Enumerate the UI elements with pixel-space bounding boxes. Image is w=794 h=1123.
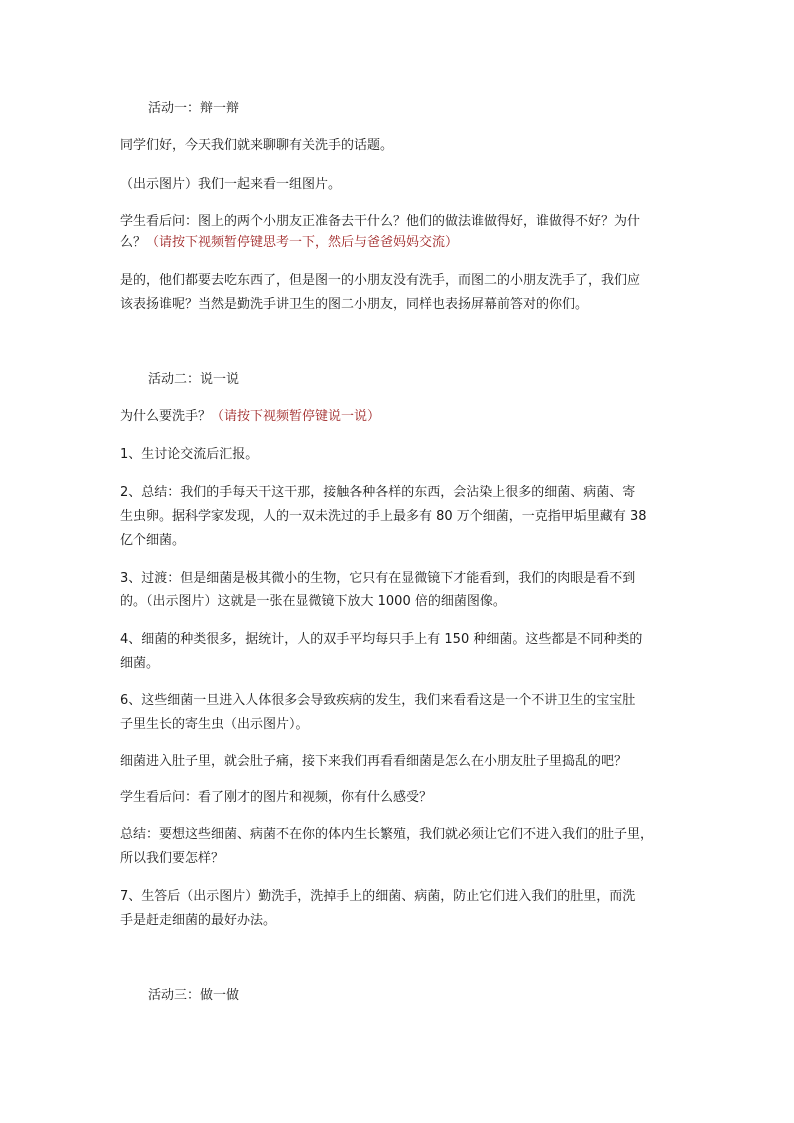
activity2-item-7-line2: 手是赶走细菌的最好办法。	[120, 913, 277, 928]
activity2-item-2-line1: 2、总结：我们的手每天干这干那，接触各种各样的东西，会沾染上很多的细菌、病菌、寄	[120, 485, 636, 500]
activity2-item-3-line2: 的。（出示图片）这就是一张在显微镜下放大 1000 倍的细菌图像。	[120, 594, 506, 609]
activity2-item-3-line1: 3、过渡：但是细菌是极其微小的生物，它只有在显微镜下才能看到，我们的肉眼是看不到	[120, 571, 636, 586]
activity2-item-6-line1: 6、这些细菌一旦进入人体很多会导致疾病的发生，我们来看看这是一个不讲卫生的宝宝肚	[120, 693, 636, 708]
activity1-heading: 活动一：辩一辩	[148, 101, 240, 116]
activity1-answer-line2: 该表扬谁呢？当然是勤洗手讲卫生的图二小朋友，同样也表扬屏幕前答对的你们。	[120, 297, 589, 312]
activity1-paragraph-show-pictures: （出示图片）我们一起来看一组图片。	[120, 177, 342, 192]
activity2-item-4-line1: 4、细菌的种类很多，据统计，人的双手平均每只手上有 150 种细菌。这些都是不同种类的	[120, 632, 643, 647]
activity2-summary-line2: 所以我们要怎样？	[120, 851, 225, 866]
activity2-item-6-line2: 子里生长的寄生虫（出示图片）。	[120, 717, 309, 732]
pause-instruction-1: （请按下视频暂停键思考一下，然后与爸爸妈妈交流）	[146, 235, 459, 250]
activity1-question-end: 么？	[120, 235, 147, 250]
activity1-answer-line1: 是的，他们都要去吃东西了，但是图一的小朋友没有洗手，而图二的小朋友洗手了，我们应	[120, 273, 641, 288]
activity2-item-2-line3: 亿个细菌。	[120, 533, 186, 548]
activity1-paragraph-greeting: 同学们好，今天我们就来聊聊有关洗手的话题。	[120, 138, 394, 153]
activity2-item-7-line1: 7、生答后（出示图片）勤洗手，洗掉手上的细菌、病菌，防止它们进入我们的肚里，而洗	[120, 889, 636, 904]
pause-instruction-2: （请按下视频暂停键说一说）	[211, 409, 381, 424]
activity2-paragraph-stomach: 细菌进入肚子里，就会肚子痛，接下来我们再看看细菌是怎么在小朋友肚子里捣乱的吧？	[120, 754, 628, 769]
activity2-paragraph-feelings: 学生看后问：看了刚才的图片和视频，你有什么感受？	[120, 790, 433, 805]
activity1-question-line1: 学生看后问：图上的两个小朋友正准备去干什么？他们的做法谁做得好，谁做得不好？为什	[120, 214, 641, 229]
activity2-heading: 活动二：说一说	[148, 372, 240, 387]
activity2-item-4-line2: 细菌。	[120, 656, 160, 671]
activity3-heading: 活动三：做一做	[148, 988, 240, 1003]
activity1-question-line2	[120, 234, 680, 252]
activity2-summary-line1: 总结：要想这些细菌、病菌不在你的体内生长繁殖，我们就必须让它们不进入我们的肚子里，	[120, 827, 654, 842]
activity2-item-2-line2: 生虫卵。据科学家发现，人的一双未洗过的手上最多有 80 万个细菌，一克指甲垢里藏有 38	[120, 509, 647, 524]
activity2-question-text: 为什么要洗手？	[120, 409, 212, 424]
activity2-question	[120, 408, 680, 426]
activity2-item-1: 1、生讨论交流后汇报。	[120, 447, 259, 462]
